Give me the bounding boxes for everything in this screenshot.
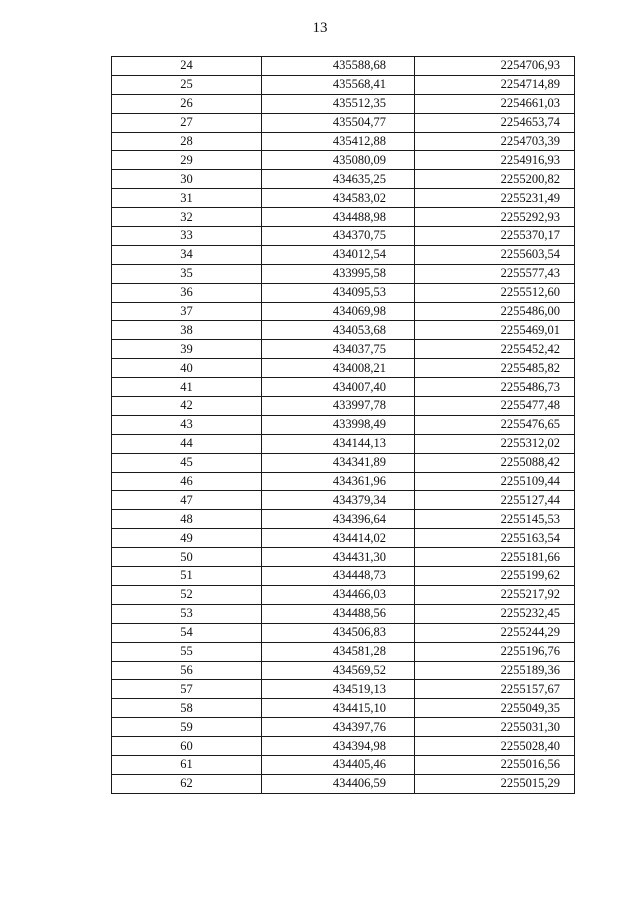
coordinates-table [111,56,575,794]
table-row [112,680,575,699]
coordinates-table-body [112,57,575,794]
y-coordinate-cell: 2255145,53 [415,510,575,529]
point-number-cell: 27 [112,113,262,132]
table-row [112,415,575,434]
point-number-cell: 44 [112,434,262,453]
y-coordinate-cell: 2255200,82 [415,170,575,189]
table-row [112,548,575,567]
point-number-cell: 43 [112,415,262,434]
y-coordinate-cell: 2255015,29 [415,774,575,793]
y-coordinate-cell: 2255196,76 [415,642,575,661]
table-row [112,340,575,359]
y-coordinate-cell: 2255577,43 [415,264,575,283]
x-coordinate-cell: 435412,88 [262,132,415,151]
x-coordinate-cell: 433995,58 [262,264,415,283]
point-number-cell: 31 [112,189,262,208]
point-number-cell: 47 [112,491,262,510]
x-coordinate-cell: 434448,73 [262,567,415,586]
point-number-cell: 48 [112,510,262,529]
point-number-cell: 38 [112,321,262,340]
y-coordinate-cell: 2255231,49 [415,189,575,208]
x-coordinate-cell: 434053,68 [262,321,415,340]
y-coordinate-cell: 2255031,30 [415,718,575,737]
y-coordinate-cell: 2255292,93 [415,208,575,227]
page-number: 13 [312,20,328,36]
table-row [112,208,575,227]
point-number-cell: 30 [112,170,262,189]
point-number-cell: 36 [112,283,262,302]
x-coordinate-cell: 434144,13 [262,434,415,453]
y-coordinate-cell: 2255452,42 [415,340,575,359]
point-number-cell: 40 [112,359,262,378]
table-row [112,567,575,586]
y-coordinate-cell: 2255485,82 [415,359,575,378]
point-number-cell: 53 [112,604,262,623]
point-number-cell: 29 [112,151,262,170]
x-coordinate-cell: 434569,52 [262,661,415,680]
x-coordinate-cell: 433998,49 [262,415,415,434]
y-coordinate-cell: 2255189,36 [415,661,575,680]
point-number-cell: 28 [112,132,262,151]
table-row [112,189,575,208]
table-row [112,755,575,774]
x-coordinate-cell: 434037,75 [262,340,415,359]
y-coordinate-cell: 2255157,67 [415,680,575,699]
y-coordinate-cell: 2255477,48 [415,397,575,416]
y-coordinate-cell: 2255016,56 [415,755,575,774]
y-coordinate-cell: 2254714,89 [415,75,575,94]
x-coordinate-cell: 434414,02 [262,529,415,548]
y-coordinate-cell: 2254703,39 [415,132,575,151]
table-row [112,491,575,510]
x-coordinate-cell: 434635,25 [262,170,415,189]
point-number-cell: 35 [112,264,262,283]
point-number-cell: 46 [112,472,262,491]
table-row [112,718,575,737]
table-row [112,75,575,94]
table-row [112,642,575,661]
point-number-cell: 58 [112,699,262,718]
table-row [112,170,575,189]
table-row [112,661,575,680]
point-number-cell: 33 [112,227,262,246]
table-row [112,302,575,321]
table-row [112,737,575,756]
table-row [112,359,575,378]
y-coordinate-cell: 2255476,65 [415,415,575,434]
x-coordinate-cell: 434095,53 [262,283,415,302]
y-coordinate-cell: 2255028,40 [415,737,575,756]
x-coordinate-cell: 434466,03 [262,585,415,604]
table-row [112,774,575,793]
y-coordinate-cell: 2255603,54 [415,245,575,264]
y-coordinate-cell: 2255512,60 [415,283,575,302]
point-number-cell: 42 [112,397,262,416]
x-coordinate-cell: 434488,98 [262,208,415,227]
y-coordinate-cell: 2255181,66 [415,548,575,567]
y-coordinate-cell: 2255163,54 [415,529,575,548]
y-coordinate-cell: 2255469,01 [415,321,575,340]
x-coordinate-cell: 434394,98 [262,737,415,756]
y-coordinate-cell: 2254706,93 [415,57,575,76]
y-coordinate-cell: 2255127,44 [415,491,575,510]
point-number-cell: 54 [112,623,262,642]
x-coordinate-cell: 434069,98 [262,302,415,321]
table-row [112,94,575,113]
point-number-cell: 61 [112,755,262,774]
point-number-cell: 52 [112,585,262,604]
point-number-cell: 57 [112,680,262,699]
x-coordinate-cell: 434506,83 [262,623,415,642]
table-row [112,623,575,642]
table-row [112,378,575,397]
x-coordinate-cell: 434007,40 [262,378,415,397]
table-row [112,321,575,340]
y-coordinate-cell: 2255486,00 [415,302,575,321]
y-coordinate-cell: 2255486,73 [415,378,575,397]
table-row [112,699,575,718]
table-row [112,604,575,623]
y-coordinate-cell: 2254653,74 [415,113,575,132]
x-coordinate-cell: 434341,89 [262,453,415,472]
x-coordinate-cell: 434519,13 [262,680,415,699]
x-coordinate-cell: 434379,34 [262,491,415,510]
point-number-cell: 39 [112,340,262,359]
x-coordinate-cell: 434415,10 [262,699,415,718]
table-row [112,151,575,170]
y-coordinate-cell: 2255088,42 [415,453,575,472]
table-row [112,57,575,76]
x-coordinate-cell: 434581,28 [262,642,415,661]
table-row [112,397,575,416]
point-number-cell: 60 [112,737,262,756]
point-number-cell: 32 [112,208,262,227]
x-coordinate-cell: 434361,96 [262,472,415,491]
y-coordinate-cell: 2255232,45 [415,604,575,623]
point-number-cell: 55 [112,642,262,661]
table-row [112,227,575,246]
point-number-cell: 37 [112,302,262,321]
table-row [112,453,575,472]
point-number-cell: 50 [112,548,262,567]
point-number-cell: 62 [112,774,262,793]
x-coordinate-cell: 434405,46 [262,755,415,774]
x-coordinate-cell: 434583,02 [262,189,415,208]
point-number-cell: 41 [112,378,262,397]
y-coordinate-cell: 2255244,29 [415,623,575,642]
table-row [112,132,575,151]
table-row [112,510,575,529]
point-number-cell: 34 [112,245,262,264]
point-number-cell: 25 [112,75,262,94]
point-number-cell: 45 [112,453,262,472]
point-number-cell: 59 [112,718,262,737]
y-coordinate-cell: 2255049,35 [415,699,575,718]
table-row [112,472,575,491]
table-row [112,283,575,302]
table-row [112,529,575,548]
y-coordinate-cell: 2254661,03 [415,94,575,113]
y-coordinate-cell: 2255312,02 [415,434,575,453]
y-coordinate-cell: 2255370,17 [415,227,575,246]
x-coordinate-cell: 434012,54 [262,245,415,264]
x-coordinate-cell: 435588,68 [262,57,415,76]
point-number-cell: 56 [112,661,262,680]
table-row [112,113,575,132]
x-coordinate-cell: 434406,59 [262,774,415,793]
x-coordinate-cell: 434370,75 [262,227,415,246]
table-row [112,434,575,453]
x-coordinate-cell: 434008,21 [262,359,415,378]
table-row [112,245,575,264]
y-coordinate-cell: 2255217,92 [415,585,575,604]
x-coordinate-cell: 435080,09 [262,151,415,170]
y-coordinate-cell: 2255199,62 [415,567,575,586]
point-number-cell: 26 [112,94,262,113]
x-coordinate-cell: 434488,56 [262,604,415,623]
x-coordinate-cell: 435568,41 [262,75,415,94]
point-number-cell: 49 [112,529,262,548]
x-coordinate-cell: 433997,78 [262,397,415,416]
point-number-cell: 51 [112,567,262,586]
x-coordinate-cell: 434397,76 [262,718,415,737]
x-coordinate-cell: 435504,77 [262,113,415,132]
table-row [112,264,575,283]
table-row [112,585,575,604]
point-number-cell: 24 [112,57,262,76]
y-coordinate-cell: 2254916,93 [415,151,575,170]
x-coordinate-cell: 434396,64 [262,510,415,529]
x-coordinate-cell: 435512,35 [262,94,415,113]
y-coordinate-cell: 2255109,44 [415,472,575,491]
x-coordinate-cell: 434431,30 [262,548,415,567]
